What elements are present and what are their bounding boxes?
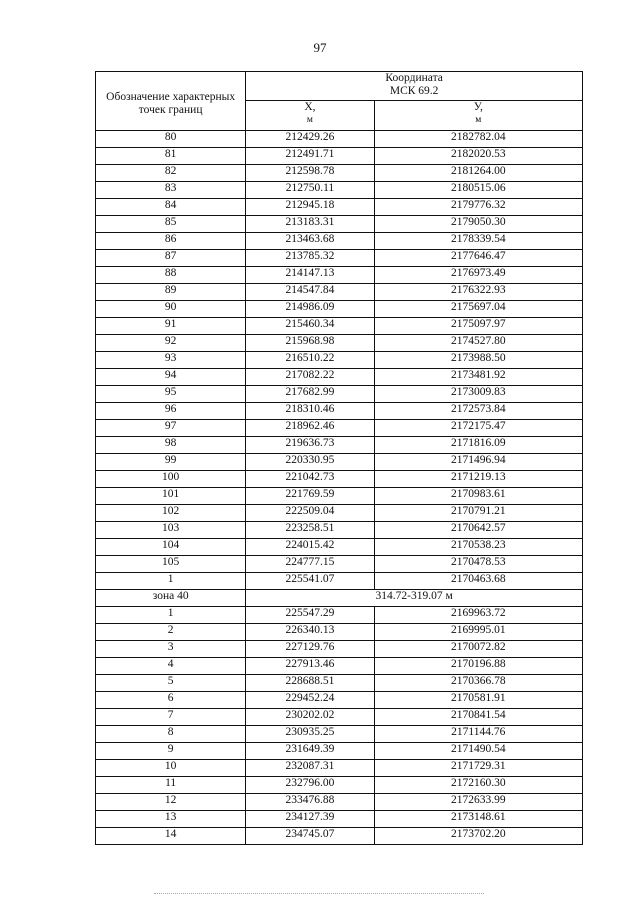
coordinates-table <box>95 71 583 845</box>
header-point-line1: Обозначение характерных <box>106 91 236 103</box>
point-number-cell: 98 <box>96 437 246 454</box>
y-coordinate-cell: 2173988.50 <box>374 352 582 369</box>
y-coordinate-cell: 2173009.83 <box>374 386 582 403</box>
zone-row <box>96 590 583 607</box>
y-coordinate-cell: 2182020.53 <box>374 148 582 165</box>
x-coordinate-cell: 218310.46 <box>246 403 374 420</box>
table-row <box>96 165 583 182</box>
y-coordinate-cell: 2176973.49 <box>374 267 582 284</box>
y-coordinate-cell: 2180515.06 <box>374 182 582 199</box>
table-row <box>96 828 583 845</box>
point-number-cell: 5 <box>96 675 246 692</box>
y-coordinate-cell: 2172160.30 <box>374 777 582 794</box>
point-number-cell: 103 <box>96 522 246 539</box>
y-coordinate-cell: 2170791.21 <box>374 505 582 522</box>
point-number-cell: 105 <box>96 556 246 573</box>
table-row <box>96 811 583 828</box>
table-body-section-b <box>96 607 583 845</box>
point-number-cell: 92 <box>96 335 246 352</box>
x-coordinate-cell: 219636.73 <box>246 437 374 454</box>
table-row <box>96 301 583 318</box>
point-number-cell: 1 <box>96 607 246 624</box>
point-number-cell: 87 <box>96 250 246 267</box>
x-coordinate-cell: 217682.99 <box>246 386 374 403</box>
table-row <box>96 573 583 590</box>
y-coordinate-cell: 2170478.53 <box>374 556 582 573</box>
header-y-unit: м <box>475 115 482 125</box>
table-body-section-a <box>96 131 583 590</box>
point-number-cell: 7 <box>96 709 246 726</box>
table-row <box>96 675 583 692</box>
point-number-cell: 13 <box>96 811 246 828</box>
x-coordinate-cell: 223258.51 <box>246 522 374 539</box>
y-coordinate-cell: 2177646.47 <box>374 250 582 267</box>
table-row <box>96 624 583 641</box>
y-coordinate-cell: 2178339.54 <box>374 233 582 250</box>
point-number-cell: 6 <box>96 692 246 709</box>
x-coordinate-cell: 233476.88 <box>246 794 374 811</box>
y-coordinate-cell: 2171496.94 <box>374 454 582 471</box>
y-coordinate-cell: 2170538.23 <box>374 539 582 556</box>
table-row <box>96 556 583 573</box>
y-coordinate-cell: 2170463.68 <box>374 573 582 590</box>
point-number-cell: 88 <box>96 267 246 284</box>
x-coordinate-cell: 216510.22 <box>246 352 374 369</box>
y-coordinate-cell: 2175697.04 <box>374 301 582 318</box>
header-y <box>374 101 582 131</box>
point-number-cell: 84 <box>96 199 246 216</box>
x-coordinate-cell: 212598.78 <box>246 165 374 182</box>
header-x-label: X, <box>304 101 316 113</box>
table-row <box>96 403 583 420</box>
point-number-cell: 80 <box>96 131 246 148</box>
y-coordinate-cell: 2173148.61 <box>374 811 582 828</box>
y-coordinate-cell: 2171144.76 <box>374 726 582 743</box>
table-row <box>96 284 583 301</box>
table-row <box>96 726 583 743</box>
header-point-designation <box>96 72 246 131</box>
x-coordinate-cell: 215968.98 <box>246 335 374 352</box>
table-row <box>96 743 583 760</box>
table-row <box>96 386 583 403</box>
x-coordinate-cell: 227913.46 <box>246 658 374 675</box>
y-coordinate-cell: 2174527.80 <box>374 335 582 352</box>
point-number-cell: 82 <box>96 165 246 182</box>
header-x <box>246 101 374 131</box>
point-number-cell: 8 <box>96 726 246 743</box>
y-coordinate-cell: 2175097.97 <box>374 318 582 335</box>
y-coordinate-cell: 2171219.13 <box>374 471 582 488</box>
point-number-cell: 10 <box>96 760 246 777</box>
y-coordinate-cell: 2172633.99 <box>374 794 582 811</box>
y-coordinate-cell: 2172175.47 <box>374 420 582 437</box>
point-number-cell: 3 <box>96 641 246 658</box>
x-coordinate-cell: 220330.95 <box>246 454 374 471</box>
table-row <box>96 658 583 675</box>
point-number-cell: 100 <box>96 471 246 488</box>
table-row <box>96 471 583 488</box>
y-coordinate-cell: 2182782.04 <box>374 131 582 148</box>
x-coordinate-cell: 222509.04 <box>246 505 374 522</box>
x-coordinate-cell: 212750.11 <box>246 182 374 199</box>
y-coordinate-cell: 2170642.57 <box>374 522 582 539</box>
x-coordinate-cell: 228688.51 <box>246 675 374 692</box>
header-coordinate-label: Координата <box>385 72 443 84</box>
table-row <box>96 420 583 437</box>
zone-label: зона 40 <box>96 590 246 607</box>
y-coordinate-cell: 2170841.54 <box>374 709 582 726</box>
y-coordinate-cell: 2173481.92 <box>374 369 582 386</box>
x-coordinate-cell: 234745.07 <box>246 828 374 845</box>
x-coordinate-cell: 217082.22 <box>246 369 374 386</box>
y-coordinate-cell: 2179776.32 <box>374 199 582 216</box>
header-coordinate-system: МСК 69.2 <box>389 85 439 97</box>
point-number-cell: 2 <box>96 624 246 641</box>
point-number-cell: 101 <box>96 488 246 505</box>
point-number-cell: 95 <box>96 386 246 403</box>
x-coordinate-cell: 212945.18 <box>246 199 374 216</box>
y-coordinate-cell: 2179050.30 <box>374 216 582 233</box>
zone-height-range: 314.72-319.07 м <box>246 590 583 607</box>
zone-section <box>96 590 583 607</box>
x-coordinate-cell: 214986.09 <box>246 301 374 318</box>
table-row <box>96 233 583 250</box>
x-coordinate-cell: 232796.00 <box>246 777 374 794</box>
table-row <box>96 335 583 352</box>
x-coordinate-cell: 215460.34 <box>246 318 374 335</box>
point-number-cell: 81 <box>96 148 246 165</box>
table-row <box>96 641 583 658</box>
x-coordinate-cell: 214547.84 <box>246 284 374 301</box>
point-number-cell: 1 <box>96 573 246 590</box>
table-row <box>96 760 583 777</box>
point-number-cell: 85 <box>96 216 246 233</box>
x-coordinate-cell: 214147.13 <box>246 267 374 284</box>
table-row <box>96 182 583 199</box>
table-row <box>96 607 583 624</box>
point-number-cell: 96 <box>96 403 246 420</box>
y-coordinate-cell: 2170366.78 <box>374 675 582 692</box>
point-number-cell: 90 <box>96 301 246 318</box>
point-number-cell: 83 <box>96 182 246 199</box>
table-row <box>96 352 583 369</box>
y-coordinate-cell: 2169963.72 <box>374 607 582 624</box>
point-number-cell: 91 <box>96 318 246 335</box>
x-coordinate-cell: 224777.15 <box>246 556 374 573</box>
table-row <box>96 709 583 726</box>
point-number-cell: 14 <box>96 828 246 845</box>
page-number: 97 <box>313 40 327 55</box>
header-x-unit: м <box>306 115 313 125</box>
header-point-line2: точек границ <box>138 104 203 116</box>
point-number-cell: 97 <box>96 420 246 437</box>
y-coordinate-cell: 2171816.09 <box>374 437 582 454</box>
table-row <box>96 794 583 811</box>
y-coordinate-cell: 2170196.88 <box>374 658 582 675</box>
y-coordinate-cell: 2169995.01 <box>374 624 582 641</box>
point-number-cell: 93 <box>96 352 246 369</box>
point-number-cell: 4 <box>96 658 246 675</box>
x-coordinate-cell: 213463.68 <box>246 233 374 250</box>
y-coordinate-cell: 2181264.00 <box>374 165 582 182</box>
y-coordinate-cell: 2176322.93 <box>374 284 582 301</box>
point-number-cell: 86 <box>96 233 246 250</box>
table-row <box>96 216 583 233</box>
header-y-label: У, <box>473 101 483 113</box>
x-coordinate-cell: 234127.39 <box>246 811 374 828</box>
x-coordinate-cell: 224015.42 <box>246 539 374 556</box>
y-coordinate-cell: 2170581.91 <box>374 692 582 709</box>
x-coordinate-cell: 218962.46 <box>246 420 374 437</box>
table-row <box>96 199 583 216</box>
point-number-cell: 9 <box>96 743 246 760</box>
y-coordinate-cell: 2171729.31 <box>374 760 582 777</box>
y-coordinate-cell: 2170983.61 <box>374 488 582 505</box>
table-row <box>96 522 583 539</box>
table-row <box>96 318 583 335</box>
table-row <box>96 777 583 794</box>
point-number-cell: 102 <box>96 505 246 522</box>
x-coordinate-cell: 230935.25 <box>246 726 374 743</box>
point-number-cell: 94 <box>96 369 246 386</box>
y-coordinate-cell: 2172573.84 <box>374 403 582 420</box>
x-coordinate-cell: 231649.39 <box>246 743 374 760</box>
y-coordinate-cell: 2170072.82 <box>374 641 582 658</box>
x-coordinate-cell: 212429.26 <box>246 131 374 148</box>
y-coordinate-cell: 2173702.20 <box>374 828 582 845</box>
x-coordinate-cell: 221042.73 <box>246 471 374 488</box>
header-coordinate <box>246 72 583 101</box>
x-coordinate-cell: 232087.31 <box>246 760 374 777</box>
table-row <box>96 505 583 522</box>
point-number-cell: 89 <box>96 284 246 301</box>
table-row <box>96 539 583 556</box>
table-row <box>96 267 583 284</box>
table-row <box>96 369 583 386</box>
x-coordinate-cell: 229452.24 <box>246 692 374 709</box>
table-row <box>96 454 583 471</box>
table-row <box>96 692 583 709</box>
point-number-cell: 104 <box>96 539 246 556</box>
point-number-cell: 99 <box>96 454 246 471</box>
x-coordinate-cell: 227129.76 <box>246 641 374 658</box>
page-footer-line <box>154 893 484 894</box>
table-row <box>96 148 583 165</box>
x-coordinate-cell: 213183.31 <box>246 216 374 233</box>
x-coordinate-cell: 221769.59 <box>246 488 374 505</box>
x-coordinate-cell: 230202.02 <box>246 709 374 726</box>
y-coordinate-cell: 2171490.54 <box>374 743 582 760</box>
x-coordinate-cell: 212491.71 <box>246 148 374 165</box>
x-coordinate-cell: 226340.13 <box>246 624 374 641</box>
x-coordinate-cell: 225541.07 <box>246 573 374 590</box>
table-row <box>96 250 583 267</box>
point-number-cell: 11 <box>96 777 246 794</box>
x-coordinate-cell: 225547.29 <box>246 607 374 624</box>
table-row <box>96 131 583 148</box>
point-number-cell: 12 <box>96 794 246 811</box>
table-header <box>96 72 583 131</box>
table-row <box>96 488 583 505</box>
table-row <box>96 437 583 454</box>
x-coordinate-cell: 213785.32 <box>246 250 374 267</box>
